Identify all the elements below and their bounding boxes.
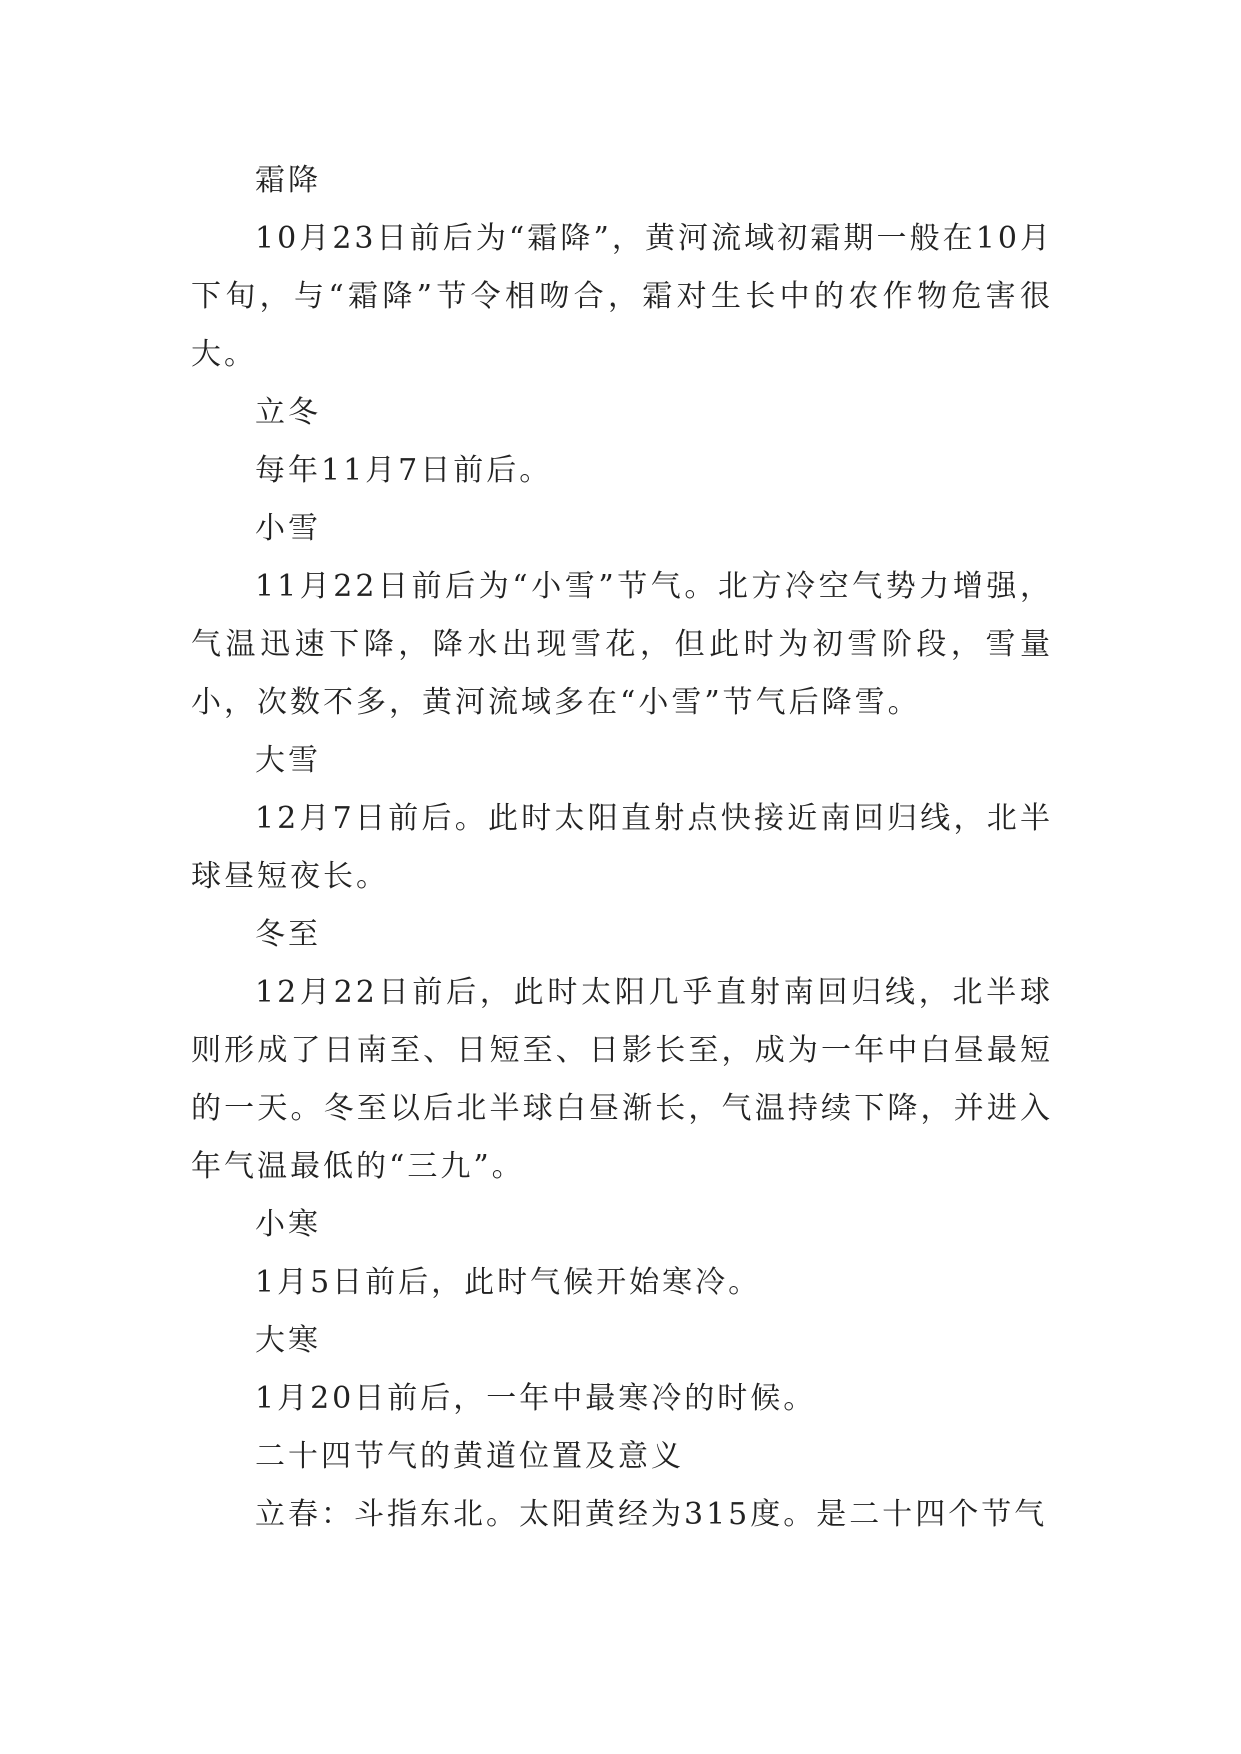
- body-paragraph: 立春：斗指东北。太阳黄经为315度。是二十四个节气: [255, 1497, 1048, 1532]
- section-heading: 小寒: [255, 1207, 321, 1242]
- section-heading: 霜降: [255, 163, 321, 198]
- document-body: [191, 152, 1053, 1544]
- body-paragraph: 10月23日前后为“霜降”，黄河流域初霜期一般在10月下旬，与“霜降”节令相吻合，霜对生长中的农作物危害很大。: [191, 221, 1053, 372]
- section-heading: 冬至: [255, 917, 321, 952]
- body-paragraph: 11月22日前后为“小雪”节气。北方冷空气势力增强，气温迅速下降，降水出现雪花，但此时为初雪阶段，雪量小，次数不多，黄河流域多在“小雪”节气后降雪。: [191, 569, 1053, 720]
- section-heading: 立冬: [255, 395, 321, 430]
- body-paragraph: 12月7日前后。此时太阳直射点快接近南回归线，北半球昼短夜长。: [191, 801, 1053, 894]
- body-paragraph: 每年11月7日前后。: [255, 453, 553, 488]
- section-heading: 大雪: [255, 743, 321, 778]
- body-paragraph: 1月5日前后，此时气候开始寒冷。: [255, 1265, 762, 1300]
- section-heading: 二十四节气的黄道位置及意义: [255, 1439, 684, 1474]
- section-heading: 小雪: [255, 511, 321, 546]
- section-heading: 大寒: [255, 1323, 321, 1358]
- body-paragraph: 12月22日前后，此时太阳几乎直射南回归线，北半球则形成了日南至、日短至、日影长至，成为一年中白昼最短的一天。冬至以后北半球白昼渐长，气温持续下降，并进入年气温最低的“三九”。: [191, 975, 1053, 1184]
- body-paragraph: 1月20日前后，一年中最寒冷的时候。: [255, 1381, 817, 1416]
